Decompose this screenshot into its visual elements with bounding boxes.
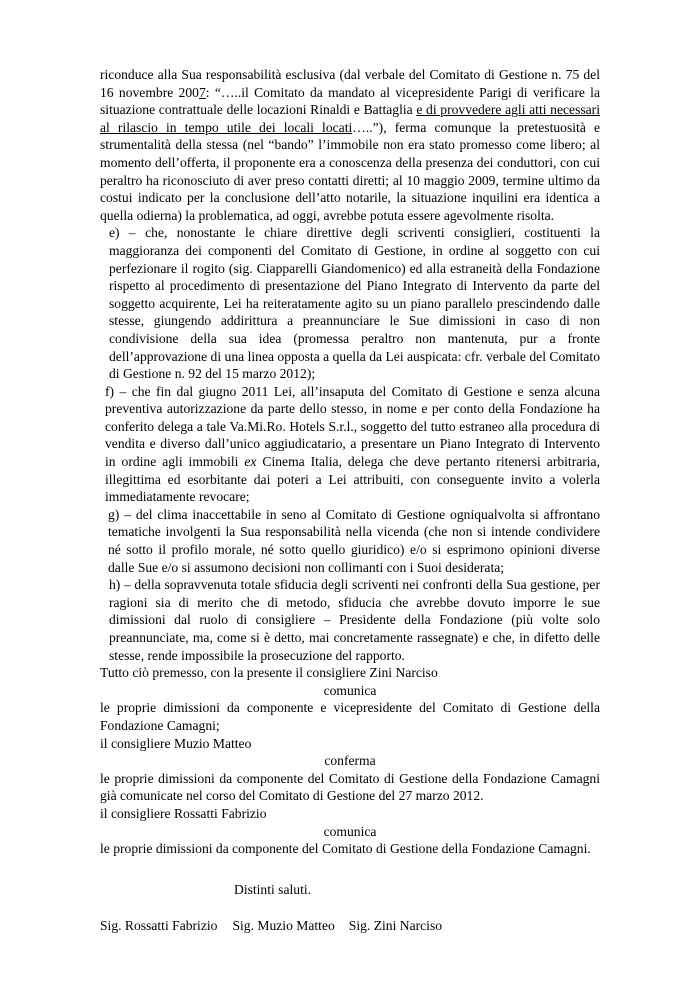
paragraph-text: Cinema Italia, delega che deve pertanto ritenersi arbitraria, illegittima ed esorbitante dai poteri a Lei attribuiti, con conseguente invito a volerla immediatamente revocare; <box>105 454 600 505</box>
verb-comunica-1: comunica <box>323 682 377 698</box>
underlined-quote: e di provvedere agli atti necessari al rilascio in tempo utile dei locali locati <box>100 102 600 135</box>
resignation-text-1: le proprie dimissioni da componente e vicepresidente del Comitato di Gestione della Fondazione Camagni; <box>100 700 600 733</box>
italic-word: ex <box>244 454 257 470</box>
paragraph-e: e) – che, nonostante le chiare direttive degli scriventi consiglieri, costituenti la maggioranza dei componenti del Comitato di Gestione, in ordine al soggetto con cui perfezionare il rogito (sig. Ciapparelli Giandomenico) ed alla estraneità della Fondazione rispetto al procedimento di presentazione del Piano Integrato di Intervento da parte del soggetto acquirente, Lei ha reiteratamente agito su un piano parallelo prescindendo dalle stesse, giungendo addirittura a preannunciare le Sue dimissioni in caso di non condivisione della sua idea (promessa peraltro non mantenuta, pur a fronte dell’approvazione di una linea opposta a quella da Lei auspicata: cfr. verbale del Comitato di Gestione n. 92 del 15 marzo 2012); <box>109 225 600 382</box>
paragraph-h: h) – della sopravvenuta totale sfiducia degli scriventi nei confronti della Sua gestione, per ragioni sia di merito che di metodo, sfiducia che avrebbe dovuto imporre le sue dimissioni dal ruolo di consigliere – Presidente della Fondazione (più volte solo preannunciate, ma, come si è detto, mai concretamente rassegnate) e che, in difetto delle stesse, rende impossibile la prosecuzione del rapporto. <box>109 577 600 663</box>
signature-rossatti: Sig. Rossatti Fabrizio <box>100 918 218 934</box>
paragraph-continuation <box>100 66 600 224</box>
councillor-name-3: il consigliere Rossatti Fabrizio <box>100 805 267 821</box>
signature-zini: Sig. Zini Narciso <box>348 918 443 934</box>
signature-line <box>100 917 600 935</box>
signature-muzio: Sig. Muzio Matteo <box>232 918 335 934</box>
paragraph-text: riconduce alla Sua responsabilità esclusiva (dal verbale del Comitato di Gestione n. 75 del 16 novembre 200 <box>100 67 600 100</box>
paragraph-text: f) – che fin dal giugno 2011 Lei, all’insaputa del Comitato di Gestione e senza alcuna preventiva autorizzazione da parte dello stesso, in nome e per conto della Fondazione ha conferito delega a tale Va.Mi.Ro. Hotels S.r.l., soggetto del tutto estraneo alla procedura di vendita e diverso dall’unico aggiudicatario, a presentare un Piano Integrato di Intervento in ordine agli immobili <box>105 383 600 470</box>
underlined-digit: 7 <box>198 84 206 100</box>
verb-conferma: conferma <box>324 753 376 769</box>
letter-page <box>100 66 600 935</box>
paragraph-text: : “…..il Comitato da mandato al vicepresidente Parigi di verificare la situazione contrattuale delle locazioni Rinaldi e Battaglia <box>100 84 600 118</box>
paragraph-text: …..”), ferma comunque la pretestuosità e strumentalità della stessa (nel “bando” l’immobile non era stato promesso come libero; al momento dell’offerta, il proponente era a conoscenza della presenza dei conduttori, con cui peraltro ha riconosciuto di aver preso contatti diretti; al 10 maggio 2009, termine ultimo da costui indicato per la conclusione dell’atto notarile, la situazione inquilini era identica a quella odierna) la problematica, ad oggi, avrebbe potuta essere agevolmente risolta. <box>100 119 600 223</box>
resignation-text-2: le proprie dimissioni da componente del Comitato di Gestione della Fondazione Camagni già comunicate nel corso del Comitato di Gestione del 27 marzo 2012. <box>100 770 600 804</box>
paragraph-g: g) – del clima inaccettabile in seno al Comitato di Gestione ogniqualvolta si affrontano tematiche involgenti la Sua responsabilità nella vicenda (che non si intende condividere né sotto il profilo morale, né sotto quello giuridico) e/o si esprimono opinioni diverse dalle Sue e/o si assumono decisioni non collimanti con i Suoi desiderata; <box>108 506 600 575</box>
resignation-text-3: le proprie dimissioni da componente del Comitato di Gestione della Fondazione Camagni. <box>100 841 591 857</box>
verb-comunica-2: comunica <box>323 823 377 839</box>
councillor-name-2: il consigliere Muzio Matteo <box>100 735 252 751</box>
closing-salutation: Distinti saluti. <box>234 881 312 897</box>
premise-line: Tutto ciò premesso, con la presente il consigliere Zini Narciso <box>100 665 438 681</box>
paragraph-f <box>100 383 600 506</box>
